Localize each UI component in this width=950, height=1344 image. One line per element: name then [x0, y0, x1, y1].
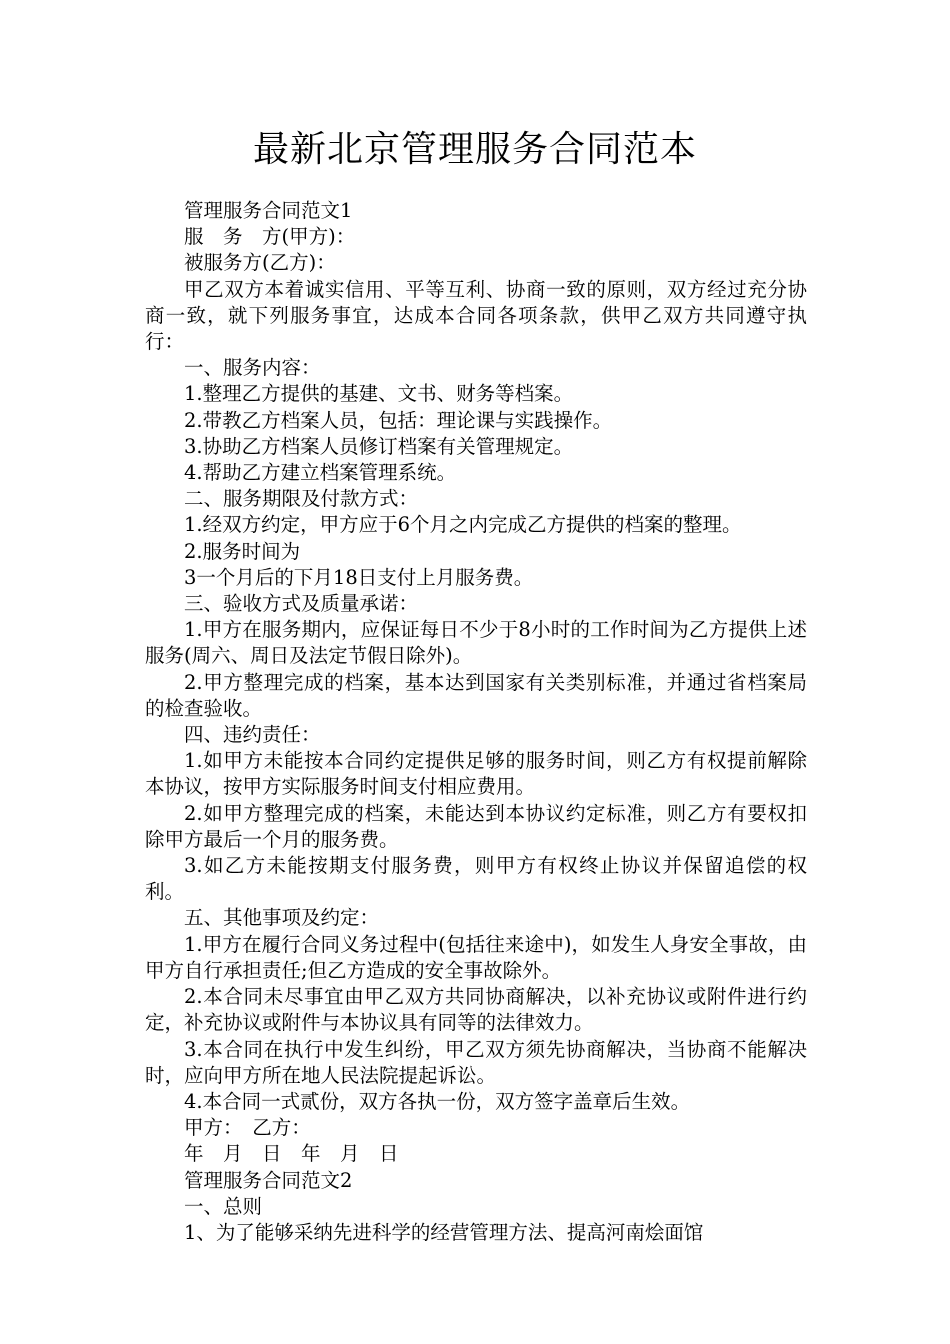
- paragraph: 甲乙双方本着诚实信用、平等互利、协商一致的原则，双方经过充分协商一致，就下列服务事宜，达成本合同各项条款，供甲乙双方共同遵守执行：: [145, 277, 807, 354]
- paragraph: 3.协助乙方档案人员修订档案有关管理规定。: [184, 434, 574, 458]
- paragraph: 1.甲方在服务期内，应保证每日不少于8小时的工作时间为乙方提供上述服务(周六、周日及法定节假日除外)。: [145, 618, 807, 668]
- paragraph: 1.甲方在履行合同义务过程中(包括往来途中)，如发生人身安全事故，由甲方自行承担责任;但乙方造成的安全事故除外。: [145, 932, 807, 982]
- paragraph: 二、服务期限及付款方式：: [184, 487, 419, 511]
- paragraph: 三、验收方式及质量承诺：: [184, 592, 419, 616]
- paragraph: 2.如甲方整理完成的档案，未能达到本协议约定标准，则乙方有要权扣除甲方最后一个月的服务费。: [145, 801, 807, 851]
- paragraph: 五、其他事项及约定：: [184, 906, 380, 930]
- document-body: [145, 198, 807, 1246]
- paragraph: 管理服务合同范文2: [184, 1168, 353, 1192]
- paragraph: 年 月 日 年 月 日: [184, 1142, 399, 1166]
- paragraph: 四、违约责任：: [184, 723, 321, 747]
- paragraph: 1.如甲方未能按本合同约定提供足够的服务时间，则乙方有权提前解除本协议，按甲方实际服务时间支付相应费用。: [145, 749, 807, 799]
- document-title: 最新北京管理服务合同范本: [252, 129, 697, 170]
- paragraph: 3.本合同在执行中发生纠纷，甲乙双方须先协商解决，当协商不能解决时，应向甲方所在地人民法院提起诉讼。: [145, 1037, 807, 1087]
- paragraph: 管理服务合同范文1: [184, 199, 353, 222]
- paragraph: 1.整理乙方提供的基建、文书、财务等档案。: [184, 382, 574, 406]
- paragraph: 服 务 方(甲方)：: [184, 225, 356, 249]
- paragraph: 4.帮助乙方建立档案管理系统。: [184, 461, 457, 485]
- paragraph: 一、服务内容：: [184, 356, 321, 380]
- paragraph: 1、为了能够采纳先进科学的经营管理方法、提高河南烩面馆: [184, 1220, 704, 1244]
- paragraph: 3.如乙方未能按期支付服务费，则甲方有权终止协议并保留追偿的权利。: [145, 854, 807, 904]
- paragraph: 3一个月后的下月18日支付上月服务费。: [184, 565, 534, 589]
- paragraph: 一、总则: [184, 1194, 263, 1218]
- paragraph: 2.甲方整理完成的档案，基本达到国家有关类别标准，并通过省档案局的检查验收。: [145, 670, 807, 720]
- paragraph: 2.服务时间为: [184, 539, 301, 563]
- paragraph: 2.带教乙方档案人员，包括：理论课与实践操作。: [184, 408, 613, 432]
- paragraph: 甲方： 乙方：: [184, 1116, 311, 1140]
- paragraph: 2.本合同未尽事宜由甲乙双方共同协商解决，以补充协议或附件进行约定，补充协议或附件与本协议具有同等的法律效力。: [145, 985, 807, 1035]
- paragraph: 被服务方(乙方)：: [184, 251, 336, 275]
- paragraph: 1.经双方约定，甲方应于6个月之内完成乙方提供的档案的整理。: [184, 513, 742, 537]
- paragraph: 4.本合同一式贰份，双方各执一份，双方签字盖章后生效。: [184, 1089, 691, 1113]
